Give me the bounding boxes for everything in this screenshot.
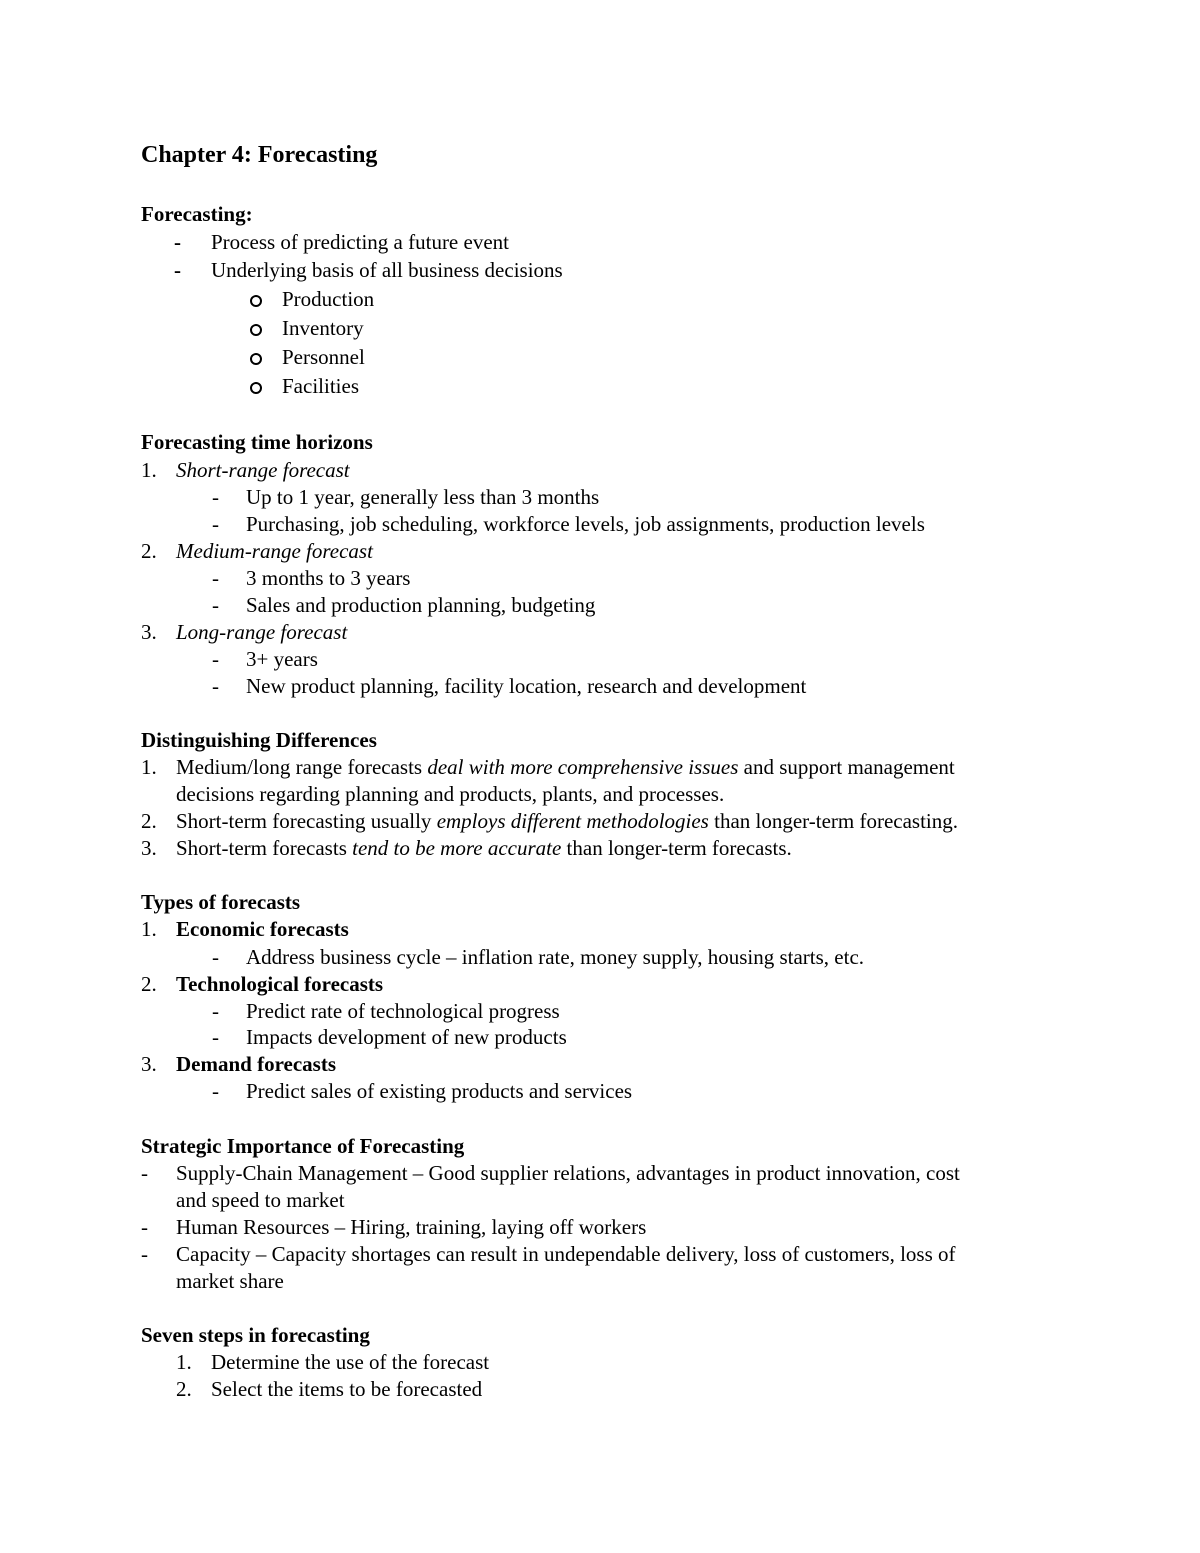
list-number: 1. <box>141 917 157 941</box>
list-number: 1. <box>141 755 157 779</box>
list-item-text: Demand forecasts <box>176 1052 337 1076</box>
list-item-text: Process of predicting a future event <box>211 230 509 254</box>
list-item-text: Production <box>282 287 375 311</box>
list-item-text: Economic forecasts <box>176 917 349 941</box>
list-item-text: New product planning, facility location, research and development <box>246 674 807 698</box>
list-number: 3. <box>141 1052 157 1076</box>
list-number: 1. <box>176 1350 192 1374</box>
dash-bullet: - <box>212 593 219 617</box>
dash-bullet: - <box>212 1025 219 1049</box>
circle-bullet-icon <box>250 382 262 394</box>
list-number: 1. <box>141 458 157 482</box>
dash-bullet: - <box>212 1079 219 1103</box>
dash-bullet: - <box>212 945 219 969</box>
dash-bullet: - <box>212 512 219 536</box>
list-item-text: Address business cycle – inflation rate, money supply, housing starts, etc. <box>246 945 865 969</box>
list-item-text: Up to 1 year, generally less than 3 months <box>246 485 600 509</box>
dash-bullet: - <box>141 1242 148 1266</box>
list-item-text: 3 months to 3 years <box>246 566 411 590</box>
section-heading-differences: Distinguishing Differences <box>141 728 377 752</box>
dash-bullet: - <box>212 999 219 1023</box>
list-item-text: Predict rate of technological progress <box>246 999 560 1023</box>
list-item-text: Inventory <box>282 316 364 340</box>
list-item-text: Facilities <box>282 374 359 398</box>
list-item-text: Medium/long range forecasts deal with more comprehensive issues and support management <box>176 755 955 779</box>
dash-bullet: - <box>141 1161 148 1185</box>
dash-bullet: - <box>174 258 181 282</box>
list-item-text: Purchasing, job scheduling, workforce levels, job assignments, production levels <box>246 512 925 536</box>
list-item-text: Sales and production planning, budgeting <box>246 593 596 617</box>
list-item-text: Impacts development of new products <box>246 1025 567 1049</box>
list-item-text: Personnel <box>282 345 365 369</box>
list-number: 3. <box>141 620 157 644</box>
list-item-text: Underlying basis of all business decisions <box>211 258 563 282</box>
circle-bullet-icon <box>250 295 262 307</box>
section-heading-strategic: Strategic Importance of Forecasting <box>141 1134 465 1158</box>
circle-bullet-icon <box>250 353 262 365</box>
list-item-text: market share <box>176 1269 284 1293</box>
list-item-text: 3+ years <box>246 647 318 671</box>
list-item-text: Predict sales of existing products and services <box>246 1079 633 1103</box>
list-number: 3. <box>141 836 157 860</box>
list-item-text: and speed to market <box>176 1188 345 1212</box>
list-number: 2. <box>141 539 157 563</box>
list-number: 2. <box>141 809 157 833</box>
list-item-text: Determine the use of the forecast <box>211 1350 490 1374</box>
list-item-text: Short-term forecasts tend to be more accurate than longer-term forecasts. <box>176 836 792 860</box>
list-item-text: Short-range forecast <box>176 458 350 482</box>
list-number: 2. <box>141 972 157 996</box>
dash-bullet: - <box>212 566 219 590</box>
circle-bullet-icon <box>250 324 262 336</box>
list-item-text: Short-term forecasting usually employs different methodologies than longer-term forecasting. <box>176 809 959 833</box>
dash-bullet: - <box>174 230 181 254</box>
section-heading-types: Types of forecasts <box>141 890 301 914</box>
list-item-text: Human Resources – Hiring, training, laying off workers <box>176 1215 647 1239</box>
list-item-text: Medium-range forecast <box>176 539 373 563</box>
section-heading-steps: Seven steps in forecasting <box>141 1323 370 1347</box>
list-item-text: Technological forecasts <box>176 972 384 996</box>
section-heading-horizons: Forecasting time horizons <box>141 430 373 454</box>
page-title: Chapter 4: Forecasting <box>141 142 378 168</box>
dash-bullet: - <box>212 647 219 671</box>
list-item-text: Supply-Chain Management – Good supplier relations, advantages in product innovation, cost <box>176 1161 960 1185</box>
dash-bullet: - <box>141 1215 148 1239</box>
list-item-text: Capacity – Capacity shortages can result in undependable delivery, loss of customers, loss of <box>176 1242 956 1266</box>
dash-bullet: - <box>212 674 219 698</box>
dash-bullet: - <box>212 485 219 509</box>
list-item-text: decisions regarding planning and products, plants, and processes. <box>176 782 725 806</box>
list-item-text: Long-range forecast <box>176 620 348 644</box>
list-item-text: Select the items to be forecasted <box>211 1377 483 1401</box>
list-number: 2. <box>176 1377 192 1401</box>
section-heading-forecasting: Forecasting: <box>141 202 253 226</box>
